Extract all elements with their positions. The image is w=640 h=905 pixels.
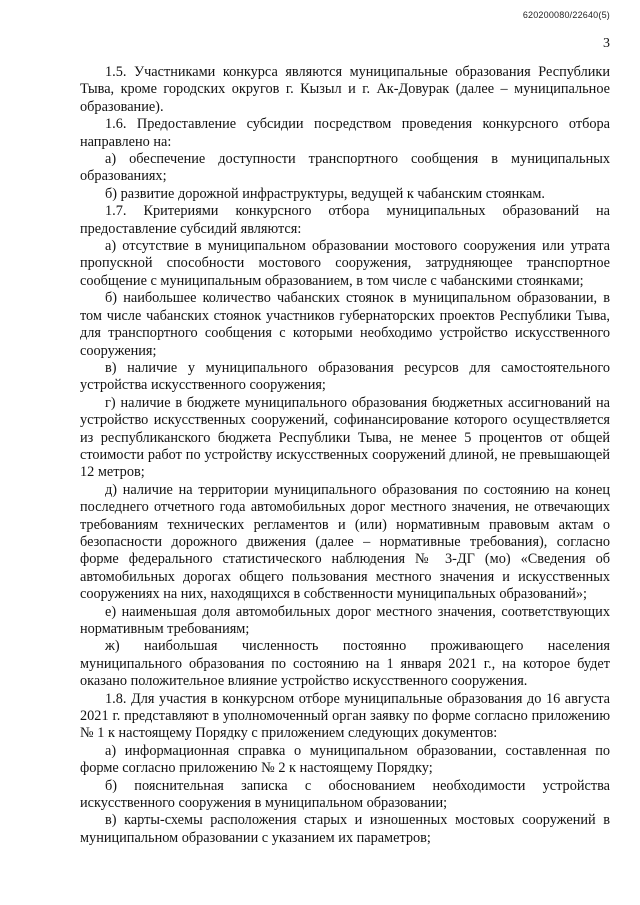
- paragraph-1-5: 1.5. Участниками конкурса являются муниципальные образования Республики Тыва, кроме городских округов г. Кызыл и г. Ак-Довурак (далее – муниципальное образование).: [80, 64, 610, 115]
- page-number: 3: [603, 36, 610, 51]
- list-item-1-6-b: б) развитие дорожной инфраструктуры, ведущей к чабанским стоянкам.: [105, 185, 545, 202]
- list-item-1-8-v: в) карты-схемы расположения старых и изношенных мостовых сооружений в муниципальном образовании с указанием их параметров;: [80, 812, 610, 846]
- paragraph-1-8: 1.8. Для участия в конкурсном отборе муниципальные образования до 16 августа 2021 г. представляют в уполномоченный орган заявку по форме согласно приложению № 1 к настоящему Порядку с приложением следующих документов:: [80, 690, 610, 742]
- list-item-1-8-a: а) информационная справка о муниципальном образовании, составленная по форме согласно приложению № 2 к настоящему Порядку;: [80, 742, 610, 777]
- list-item-1-6-a: а) обеспечение доступности транспортного сообщения в муниципальных образованиях;: [80, 151, 610, 185]
- document-body: [80, 64, 610, 847]
- list-item-1-8-b: б) пояснительная записка с обоснованием необходимости устройства искусственного сооружения в муниципальном образовании;: [80, 777, 610, 812]
- list-item-1-7-d: д) наличие на территории муниципального образования по состоянию на конец последнего отчетного года автомобильных дорог местного значения, не отвечающих требованиям технических регламентов и (или) нормативным правовым актам о безопасности дорожного движения (далее – нормативные требования), согласно форме федерального статистического наблюдения № 3-ДГ (мо) «Сведения об автомобильных дорогах общего пользования местного значения и искусственных сооружениях на них, находящихся в собственности муниципальных образований»;: [80, 481, 610, 603]
- list-item-1-7-e: е) наименьшая доля автомобильных дорог местного значения, соответствующих нормативным требованиям;: [80, 603, 610, 637]
- list-item-1-7-a: а) отсутствие в муниципальном образовании мостового сооружения или утрата пропускной способности мостового сооружения, затрудняющее транспортное сообщение с муниципальным образованием, в том числе с чабанскими стоянками;: [80, 238, 610, 289]
- list-item-1-7-v: в) наличие у муниципального образования ресурсов для самостоятельного устройства искусственного сооружения;: [80, 359, 610, 394]
- list-item-1-7-g: г) наличие в бюджете муниципального образования бюджетных ассигнований на устройство искусственных сооружений, софинансирование которого осуществляется из республиканского бюджета Республики Тыва, не менее 5 процентов от общей стоимости работ по устройству искусственных сооружений длиной, не превышающей 12 метров;: [80, 394, 610, 481]
- list-item-1-7-b: б) наибольшее количество чабанских стоянок в муниципальном образовании, в том числе чабанских стоянок участников губернаторских проектов Республики Тыва, для транспортного сообщения с которыми необходимо устройство искусственного сооружения;: [80, 290, 610, 359]
- paragraph-1-6: 1.6. Предоставление субсидии посредством проведения конкурсного отбора направлено на:: [80, 116, 610, 150]
- list-item-1-7-zh: ж) наибольшая численность постоянно проживающего населения муниципального образования по состоянию на 1 января 2021 г., на которое будет оказано положительное влияние устройство искусственного сооружения.: [80, 638, 610, 690]
- paragraph-1-7: 1.7. Критериями конкурсного отбора муниципальных образований на предоставление субсидий являются:: [80, 203, 610, 237]
- document-code: 620200080/22640(5): [522, 10, 610, 20]
